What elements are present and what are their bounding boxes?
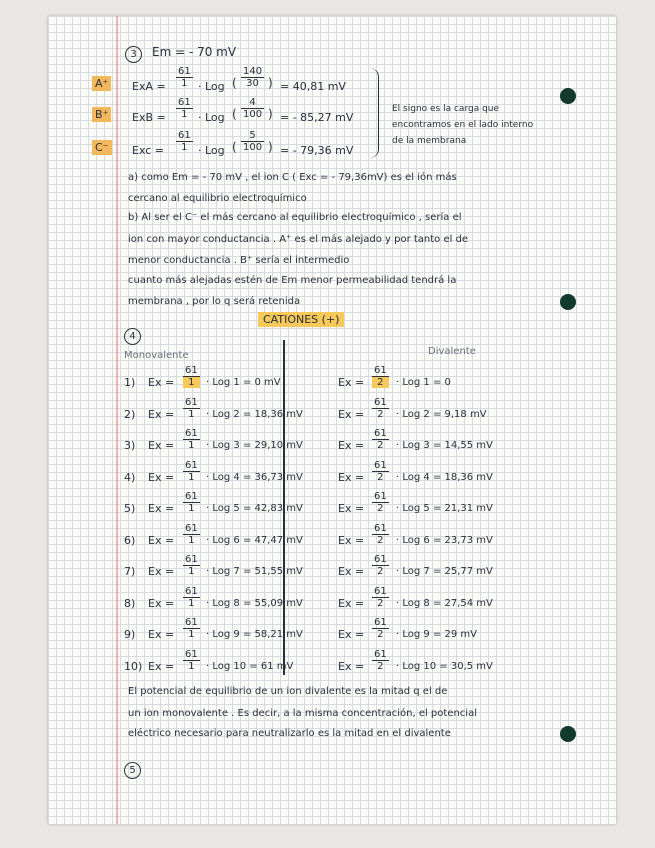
- di-fraction: [372, 428, 389, 451]
- ion-c-frac-den: 1: [181, 142, 188, 153]
- ion-b-result: = - 85,27 mV: [280, 111, 354, 124]
- di-frac-num: 61: [374, 397, 387, 408]
- ion-b-fraction: [176, 97, 193, 120]
- row-number: 2): [124, 408, 136, 421]
- ex-label-left: Ex =: [148, 376, 175, 389]
- di-frac-den: 2: [377, 598, 384, 609]
- mono-fraction: [183, 428, 200, 451]
- di-result: · Log 1 = 0: [396, 377, 451, 388]
- di-fraction: [372, 491, 389, 514]
- ex-label-right: Ex =: [338, 408, 365, 421]
- ion-c-paren-close: ): [268, 140, 273, 154]
- mono-result: · Log 3 = 29,10 mV: [206, 440, 303, 451]
- mono-result: · Log 9 = 58,21 mV: [206, 629, 303, 640]
- ex-label-right: Ex =: [338, 439, 365, 452]
- row-number: 5): [124, 502, 136, 515]
- row-number: 10): [124, 660, 143, 673]
- di-fraction: [372, 397, 389, 420]
- margin-line: [116, 16, 118, 824]
- mono-frac-num: 61: [185, 617, 198, 628]
- di-fraction: [372, 554, 389, 577]
- row-number: 1): [124, 376, 136, 389]
- mono-frac-num: 61: [185, 428, 198, 439]
- answer-line-1: a) como Em = - 70 mV , el ion C ( Exc = - 79,36mV) es el ión más: [128, 172, 457, 183]
- answer-line-4: ion con mayor conductancia . A⁺ es el más alejado y por tanto el de: [128, 234, 469, 245]
- ion-c-eq-left: Exc =: [132, 144, 165, 157]
- binder-hole-bottom: [560, 726, 576, 742]
- ex-label-left: Ex =: [148, 597, 175, 610]
- di-frac-num: 61: [374, 586, 387, 597]
- ion-a-arg-den: 30: [246, 78, 259, 89]
- ion-b-paren-close: ): [268, 107, 273, 121]
- ex-label-left: Ex =: [148, 534, 175, 547]
- ex-label-right: Ex =: [338, 565, 365, 578]
- ex-label-left: Ex =: [148, 502, 175, 515]
- resting-potential: Em = - 70 mV: [152, 45, 237, 59]
- ion-b-paren-open: (: [232, 107, 237, 121]
- mono-frac-num: 61: [185, 365, 198, 376]
- di-fraction: [372, 365, 389, 388]
- ion-c-fraction: [176, 130, 193, 153]
- di-frac-num: 61: [374, 523, 387, 534]
- ion-b-frac-den: 1: [181, 109, 188, 120]
- mono-result: · Log 7 = 51,55 mV: [206, 566, 303, 577]
- ion-c-arg-num: 5: [241, 130, 264, 142]
- row-number: 9): [124, 628, 136, 641]
- conclusion-line-3: eléctrico necesario para neutralizarlo es la mitad en el divalente: [128, 728, 451, 739]
- ex-label-right: Ex =: [338, 376, 365, 389]
- mono-result: · Log 8 = 55,09 mV: [206, 598, 303, 609]
- di-frac-den: 2: [377, 629, 384, 640]
- di-fraction: [372, 649, 389, 672]
- di-fraction: [372, 586, 389, 609]
- mono-frac-num: 61: [185, 586, 198, 597]
- ex-label-right: Ex =: [338, 502, 365, 515]
- divalent-title: Divalente: [428, 346, 476, 357]
- ion-a-paren-close: ): [268, 76, 273, 90]
- di-frac-den: 2: [377, 409, 384, 420]
- ion-b-argument: [241, 97, 264, 120]
- di-frac-den: 2: [377, 535, 384, 546]
- mono-fraction: [183, 365, 200, 388]
- ex-label-right: Ex =: [338, 471, 365, 484]
- ex-label-left: Ex =: [148, 471, 175, 484]
- di-result: · Log 7 = 25,77 mV: [396, 566, 493, 577]
- ion-a-eq-left: ExA =: [132, 80, 166, 93]
- mono-frac-den: 1: [188, 535, 195, 546]
- section-4-number: 4: [124, 328, 141, 345]
- mono-frac-den: 1: [188, 503, 195, 514]
- ion-a-paren-open: (: [232, 76, 237, 90]
- answer-line-7: membrana , por lo q será retenida: [128, 296, 301, 307]
- mono-frac-den: 1: [188, 566, 195, 577]
- mono-frac-den: 1: [188, 629, 195, 640]
- brace-note-1: El signo es la carga que: [392, 104, 500, 114]
- ex-label-left: Ex =: [148, 439, 175, 452]
- di-frac-den: 2: [377, 503, 384, 514]
- row-number: 3): [124, 439, 136, 452]
- ion-tag-a: A⁺: [92, 76, 111, 91]
- mono-frac-num: 61: [185, 649, 198, 660]
- ion-a-result: = 40,81 mV: [280, 80, 346, 93]
- di-fraction: [372, 523, 389, 546]
- ion-c-frac-num: 61: [178, 130, 191, 141]
- di-result: · Log 2 = 9,18 mV: [396, 409, 487, 420]
- mono-frac-num: 61: [185, 491, 198, 502]
- ion-c-result: = - 79,36 mV: [280, 144, 354, 157]
- ion-b-eq-left: ExB =: [132, 111, 166, 124]
- row-number: 7): [124, 565, 136, 578]
- mono-fraction: [183, 397, 200, 420]
- mono-result: · Log 5 = 42,83 mV: [206, 503, 303, 514]
- ion-a-log: · Log: [198, 80, 225, 93]
- mono-frac-den: 1: [183, 377, 200, 388]
- cations-badge: CATIONES (+): [258, 312, 344, 327]
- conclusion-line-2: un ion monovalente . Es decir, a la misma concentración, el potencial: [128, 708, 477, 719]
- mono-fraction: [183, 523, 200, 546]
- di-result: · Log 9 = 29 mV: [396, 629, 477, 640]
- mono-frac-den: 1: [188, 598, 195, 609]
- mono-result: · Log 1 = 0 mV: [206, 377, 281, 388]
- row-number: 6): [124, 534, 136, 547]
- section-5-number: 5: [124, 762, 141, 779]
- mono-frac-den: 1: [188, 409, 195, 420]
- mono-frac-num: 61: [185, 554, 198, 565]
- di-frac-den: 2: [377, 661, 384, 672]
- ion-c-log: · Log: [198, 144, 225, 157]
- ion-a-fraction: [176, 66, 193, 89]
- ion-c-paren-open: (: [232, 140, 237, 154]
- row-number: 8): [124, 597, 136, 610]
- di-frac-num: 61: [374, 365, 387, 376]
- ex-label-left: Ex =: [148, 565, 175, 578]
- mono-fraction: [183, 649, 200, 672]
- di-frac-num: 61: [374, 460, 387, 471]
- answer-line-6: cuanto más alejadas estén de Em menor permeabilidad tendrá la: [128, 275, 457, 286]
- brace-note-2: encontramos en el lado interno: [392, 120, 534, 130]
- ion-a-frac-num: 61: [178, 66, 191, 77]
- answer-line-5: menor conductancia . B⁺ sería el intermedio: [128, 255, 350, 266]
- ion-b-arg-den: 100: [243, 109, 263, 120]
- ex-label-left: Ex =: [148, 408, 175, 421]
- section-3-number: 3: [125, 46, 142, 63]
- mono-fraction: [183, 460, 200, 483]
- mono-fraction: [183, 617, 200, 640]
- answer-line-3: b) Al ser el C⁻ el más cercano al equilibrio electroquímico , sería el: [128, 212, 462, 223]
- di-frac-den: 2: [372, 377, 389, 388]
- mono-frac-den: 1: [188, 661, 195, 672]
- conclusion-line-1: El potencial de equilibrio de un ion divalente es la mitad q el de: [128, 686, 448, 697]
- ex-label-right: Ex =: [338, 628, 365, 641]
- mono-frac-num: 61: [185, 397, 198, 408]
- di-result: · Log 5 = 21,31 mV: [396, 503, 493, 514]
- mono-fraction: [183, 586, 200, 609]
- binder-hole-middle: [560, 294, 576, 310]
- ex-label-left: Ex =: [148, 628, 175, 641]
- mono-frac-den: 1: [188, 440, 195, 451]
- mono-frac-den: 1: [188, 472, 195, 483]
- ion-b-arg-num: 4: [241, 97, 264, 109]
- ion-a-arg-num: 140: [243, 66, 263, 77]
- mono-frac-num: 61: [185, 523, 198, 534]
- row-number: 4): [124, 471, 136, 484]
- di-frac-den: 2: [377, 566, 384, 577]
- mono-fraction: [183, 491, 200, 514]
- di-result: · Log 4 = 18,36 mV: [396, 472, 493, 483]
- mono-fraction: [183, 554, 200, 577]
- ion-c-argument: [241, 130, 264, 153]
- binder-hole-top: [560, 88, 576, 104]
- di-frac-num: 61: [374, 617, 387, 628]
- brace-note-3: de la membrana: [392, 136, 467, 146]
- answer-line-2: cercano al equilibrio electroquímico: [128, 193, 307, 204]
- di-result: · Log 10 = 30,5 mV: [396, 661, 493, 672]
- di-fraction: [372, 460, 389, 483]
- ion-c-arg-den: 100: [243, 142, 263, 153]
- di-result: · Log 3 = 14,55 mV: [396, 440, 493, 451]
- monovalent-title: Monovalente: [124, 350, 189, 361]
- ion-tag-c: C⁻: [92, 140, 112, 155]
- mono-frac-num: 61: [185, 460, 198, 471]
- di-frac-num: 61: [374, 428, 387, 439]
- di-frac-den: 2: [377, 440, 384, 451]
- ion-tag-b: B⁺: [92, 107, 111, 122]
- di-frac-den: 2: [377, 472, 384, 483]
- di-result: · Log 6 = 23,73 mV: [396, 535, 493, 546]
- di-frac-num: 61: [374, 491, 387, 502]
- ex-label-right: Ex =: [338, 660, 365, 673]
- mono-result: · Log 2 = 18,36 mV: [206, 409, 303, 420]
- brace: [370, 68, 379, 158]
- mono-result: · Log 6 = 47,47 mV: [206, 535, 303, 546]
- mono-result: · Log 10 = 61 mV: [206, 661, 294, 672]
- ion-b-log: · Log: [198, 111, 225, 124]
- di-fraction: [372, 617, 389, 640]
- di-result: · Log 8 = 27,54 mV: [396, 598, 493, 609]
- ex-label-right: Ex =: [338, 597, 365, 610]
- ion-a-frac-den: 1: [181, 78, 188, 89]
- ion-a-argument: [241, 66, 264, 89]
- di-frac-num: 61: [374, 649, 387, 660]
- mono-result: · Log 4 = 36,73 mV: [206, 472, 303, 483]
- ex-label-right: Ex =: [338, 534, 365, 547]
- di-frac-num: 61: [374, 554, 387, 565]
- ex-label-left: Ex =: [148, 660, 175, 673]
- ion-b-frac-num: 61: [178, 97, 191, 108]
